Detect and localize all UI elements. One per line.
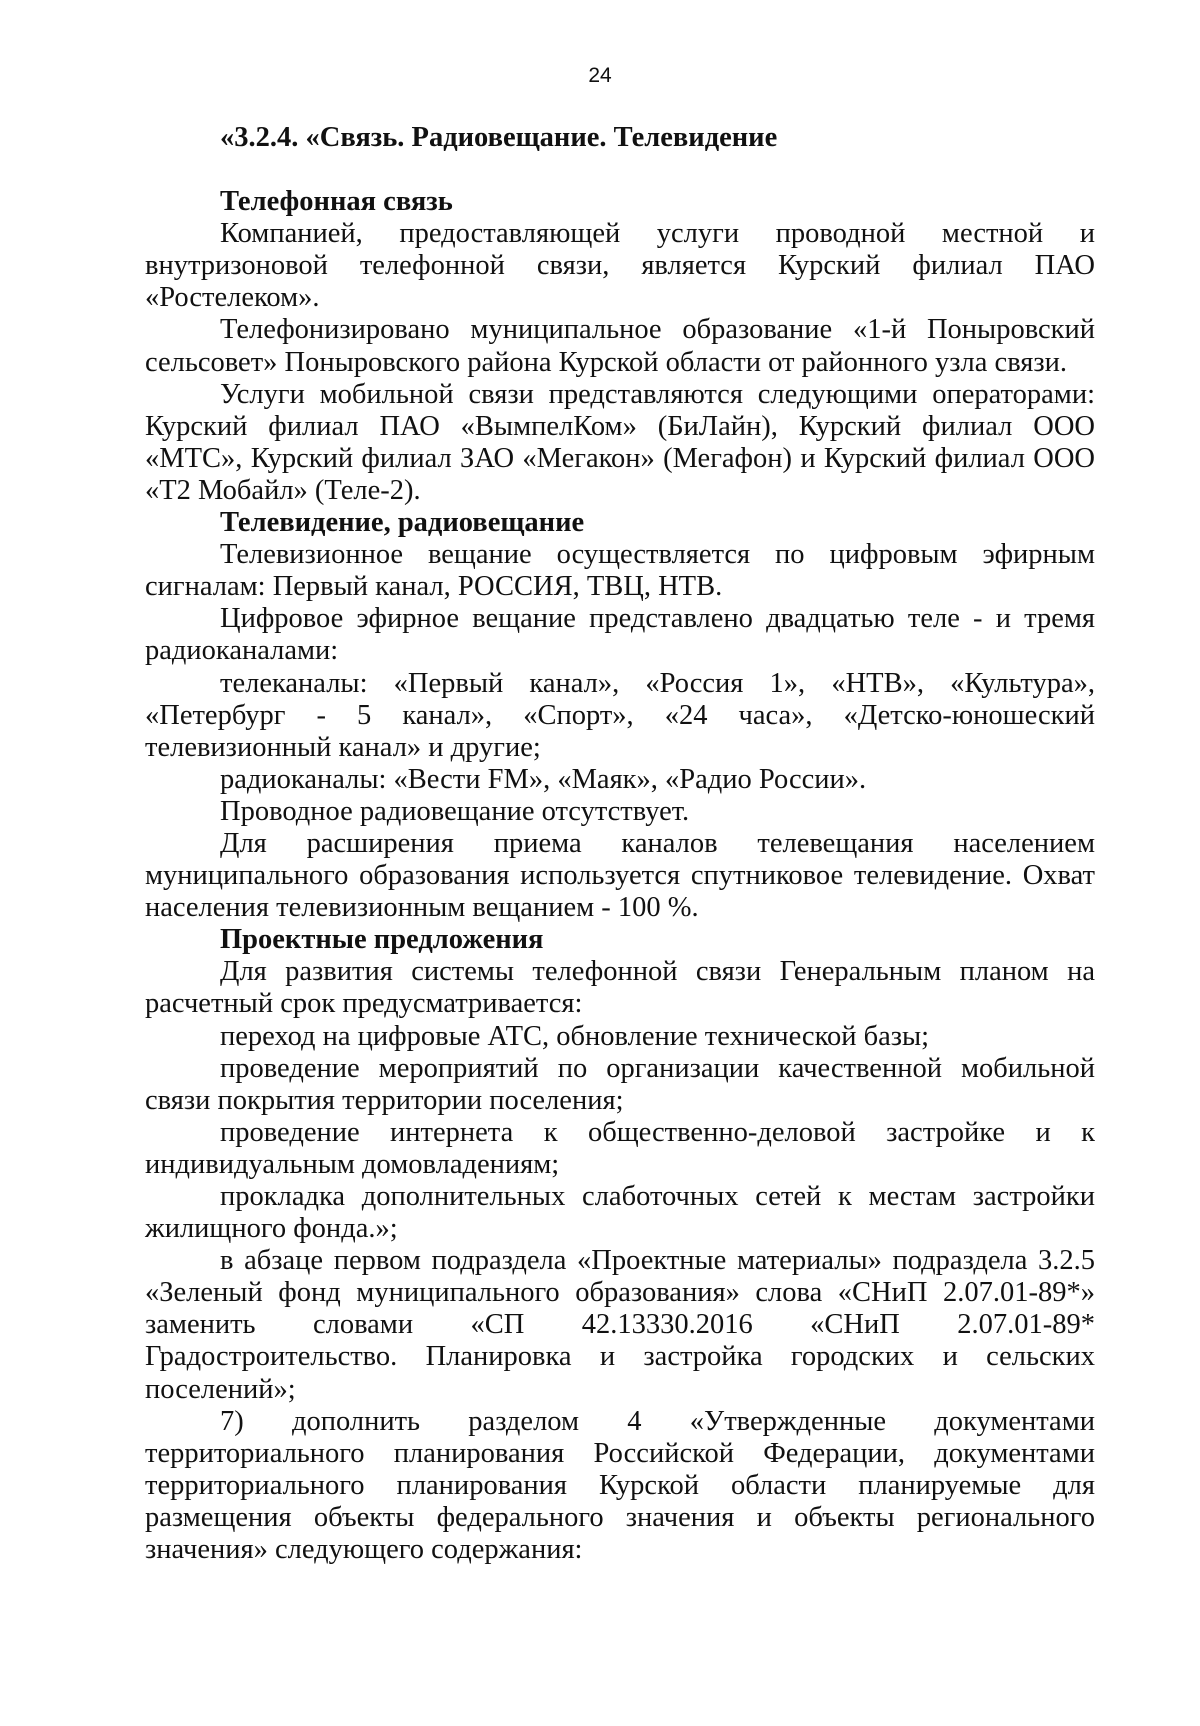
paragraph: Для развития системы телефонной связи Генеральным планом на расчетный срок предусматривается: [145,956,1095,1020]
page-number: 24 [588,64,612,87]
paragraph: телеканалы: «Первый канал», «Россия 1», «НТВ», «Культура», «Петербург - 5 канал», «Спорт», «24 часа», «Детско-юношеский телевизионный канал» и другие; [145,667,1095,763]
paragraph: проведение мероприятий по организации качественной мобильной связи покрытия территории поселения; [145,1052,1095,1116]
section-title: «3.2.4. «Связь. Радиовещание. Телевидение [220,122,778,153]
paragraph: Проводное радиовещание отсутствует. [220,795,690,827]
paragraph: Телевизионное вещание осуществляется по цифровым эфирным сигналам: Первый канал, РОССИЯ, ТВЦ, НТВ. [145,539,1095,603]
paragraph: Услуги мобильной связи представляются следующими операторами: Курский филиал ПАО «ВымпелКом» (БиЛайн), Курский филиал ООО «МТС», Курский филиал ЗАО «Мегакон» (Мегафон) и Курский филиал ООО «Т2 Мобайл» (Теле-2). [145,378,1095,506]
paragraph: переход на цифровые АТС, обновление технической базы; [220,1020,930,1052]
subheading-tv-radio: Телевидение, радиовещание [220,507,585,539]
document-body [145,122,1095,1566]
subheading-telephone: Телефонная связь [220,186,453,218]
paragraph: Телефонизировано муниципальное образование «1-й Поныровский сельсовет» Поныровского района Курской области от районного узла связи. [145,314,1095,378]
paragraph: Компанией, предоставляющей услуги проводной местной и внутризоновой телефонной связи, является Курский филиал ПАО «Ростелеком». [145,218,1095,314]
paragraph: прокладка дополнительных слаботочных сетей к местам застройки жилищного фонда.»; [145,1181,1095,1245]
subheading-proposals: Проектные предложения [220,924,544,956]
paragraph: Цифровое эфирное вещание представлено двадцатью теле - и тремя радиоканалами: [145,603,1095,667]
paragraph: в абзаце первом подраздела «Проектные материалы» подраздела 3.2.5 «Зеленый фонд муниципального образования» слова «СНиП 2.07.01-89*» заменить словами «СП 42.13330.2016 «СНиП 2.07.01-89* Градостроительство. Планировка и застройка городских и сельских поселений»; [145,1245,1095,1405]
paragraph: радиоканалы: «Вести FM», «Маяк», «Радио России». [220,763,867,795]
paragraph: Для расширения приема каналов телевещания населением муниципального образования используется спутниковое телевидение. Охват населения телевизионным вещанием - 100 %. [145,827,1095,924]
paragraph: проведение интернета к общественно-деловой застройке и к индивидуальным домовладениям; [145,1116,1095,1180]
paragraph: 7) дополнить разделом 4 «Утвержденные документами территориального планирования Российской Федерации, документами территориального планирования Курской области планируемые для размещения объекты федерального значения и объекты регионального значения» следующего содержания: [145,1405,1095,1566]
